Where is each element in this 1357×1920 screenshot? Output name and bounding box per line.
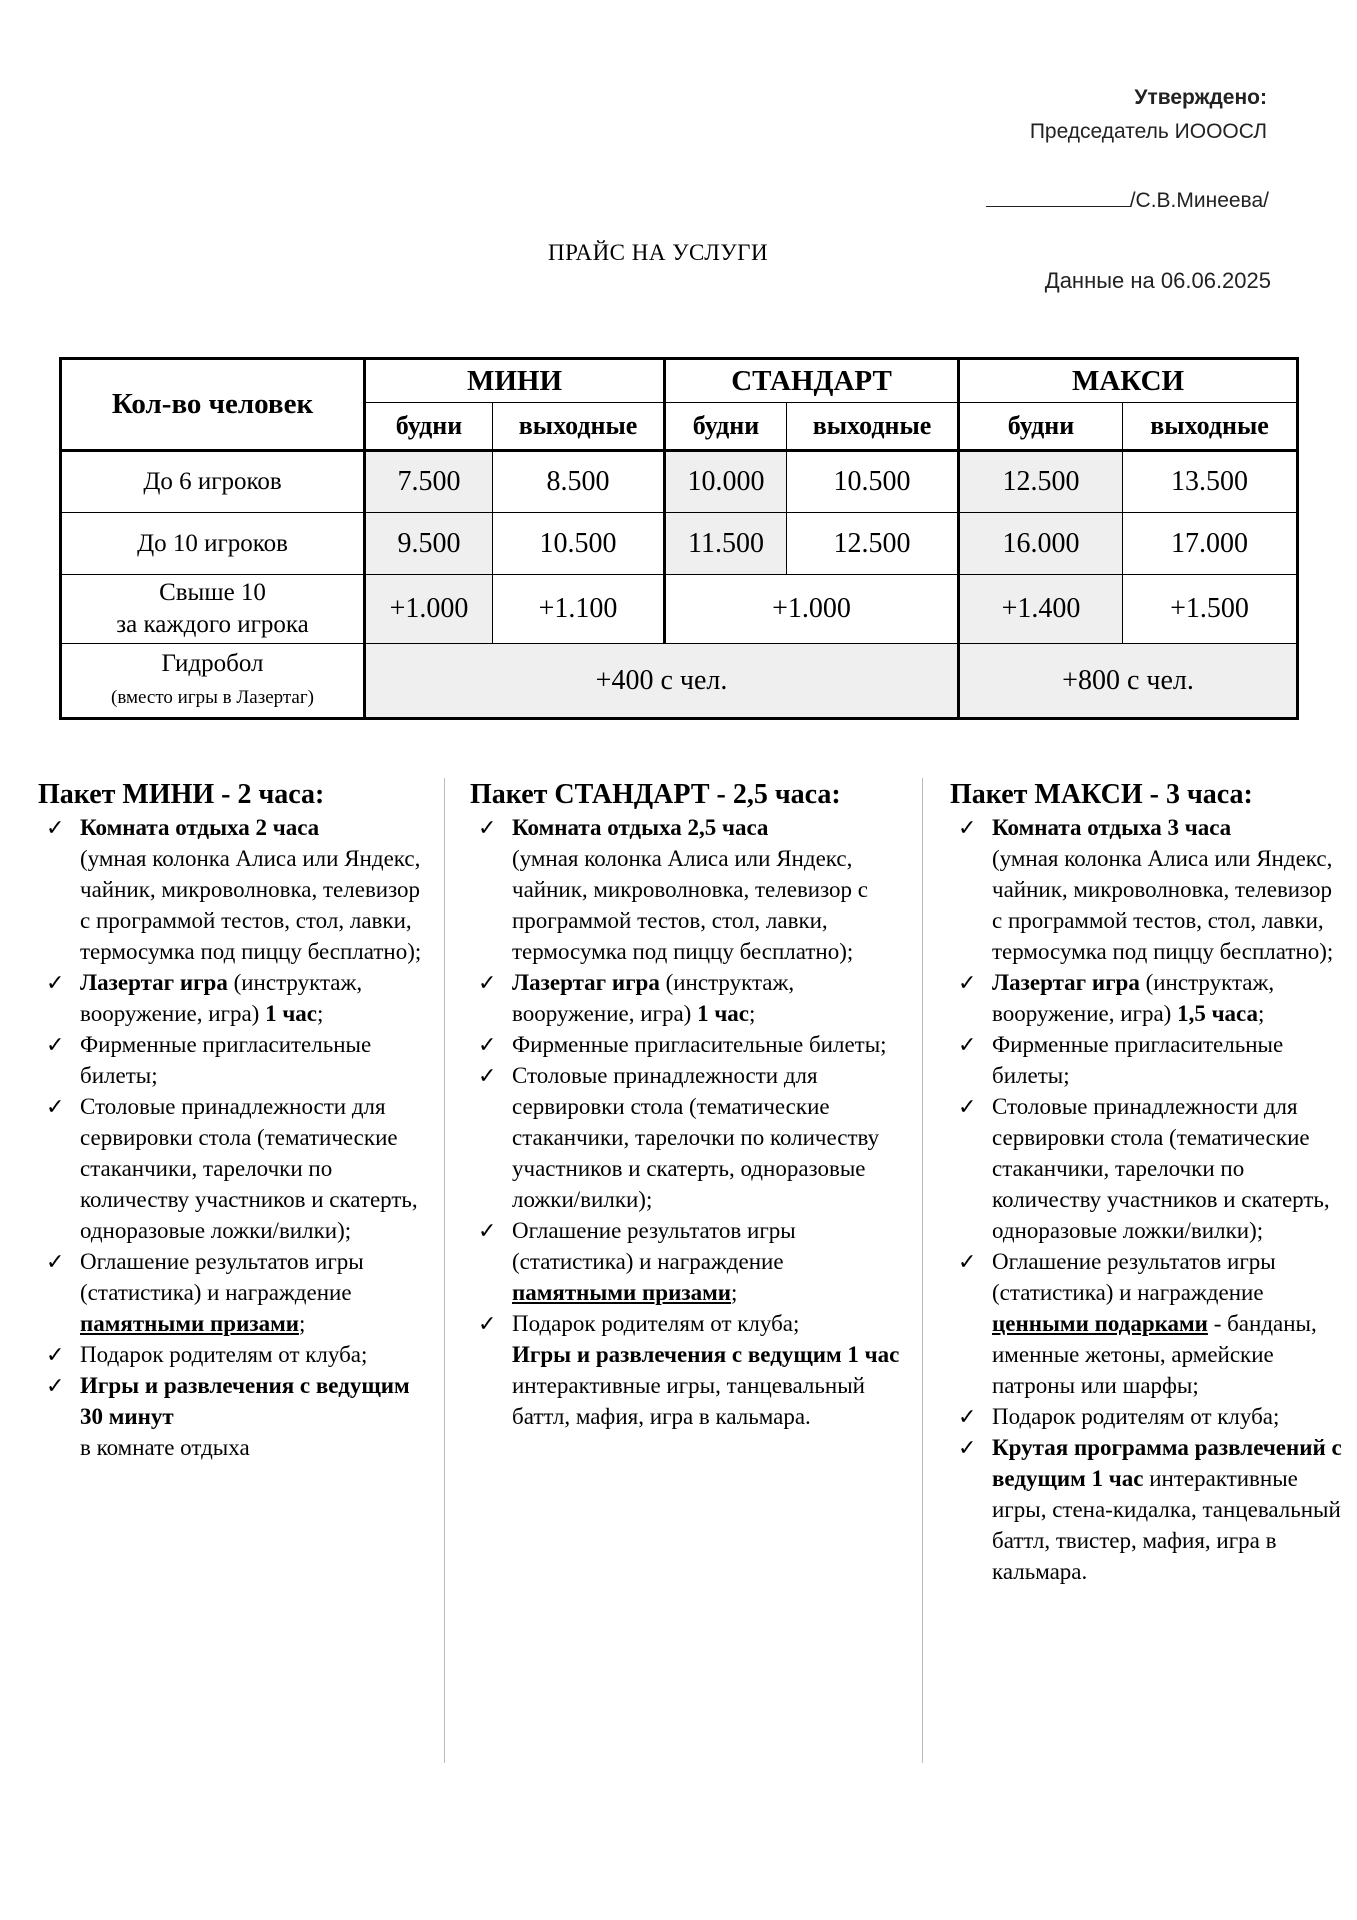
price-cell: +1.000	[365, 575, 493, 644]
list-item: ✓ Оглашение результатов игры (статистика) и награждение памятными призами;	[38, 1246, 434, 1339]
check-icon: ✓	[478, 1311, 497, 1336]
signature-blank	[986, 186, 1130, 207]
header-weekend: выходные	[1123, 403, 1298, 451]
list-item: ✓ Фирменные пригласительные билеты;	[950, 1029, 1346, 1091]
check-icon: ✓	[958, 970, 977, 995]
check-icon: ✓	[46, 970, 65, 995]
check-icon: ✓	[958, 1094, 977, 1119]
package-list	[38, 812, 434, 1463]
list-item: ✓ Подарок родителям от клуба;	[38, 1339, 434, 1370]
header-people: Кол-во человек	[61, 359, 365, 451]
list-item: ✓ Столовые принадлежности для сервировки стола (тематические стаканчики, тарелочки по количеству участников и скатерть, одноразовые ложки/вилки);	[38, 1091, 434, 1246]
header-package-maxi: МАКСИ	[959, 359, 1298, 403]
check-icon: ✓	[958, 1249, 977, 1274]
row-label-over10	[61, 575, 365, 644]
price-cell: +1.100	[493, 575, 665, 644]
list-item: ✓ Подарок родителям от клуба;	[950, 1401, 1346, 1432]
signature-name: /С.В.Минеева/	[1129, 189, 1269, 212]
check-icon: ✓	[478, 815, 497, 840]
row-label-hydro	[61, 644, 365, 719]
price-cell: +400 с чел.	[365, 644, 959, 719]
price-cell: 12.500	[787, 513, 959, 575]
package-title: Пакет СТАНДАРТ - 2,5 часа:	[470, 779, 841, 810]
column-divider	[444, 778, 445, 1763]
price-cell: 10.000	[665, 451, 787, 513]
check-icon: ✓	[958, 815, 977, 840]
date-text: Данные на 06.06.2025	[1044, 268, 1271, 293]
list-item: ✓ Фирменные пригласительные билеты;	[470, 1029, 912, 1060]
check-icon: ✓	[46, 1032, 65, 1057]
approved-label: Утверждено:	[1134, 86, 1267, 109]
check-icon: ✓	[958, 1404, 977, 1429]
check-icon: ✓	[46, 1373, 65, 1398]
price-table	[59, 357, 1299, 720]
package-mini	[38, 778, 434, 1463]
package-title: Пакет МАКСИ - 3 часа:	[950, 779, 1253, 810]
package-title: Пакет МИНИ - 2 часа:	[38, 779, 325, 810]
price-cell: 11.500	[665, 513, 787, 575]
row-label-note: (вместо игры в Лазертаг)	[111, 686, 314, 708]
price-cell: 16.000	[959, 513, 1123, 575]
list-item: ✓ Столовые принадлежности для сервировки стола (тематические стаканчики, тарелочки по количеству участников и скатерть, одноразовые ложки/вилки);	[950, 1091, 1346, 1246]
signature-line	[986, 186, 1269, 213]
row-label-line: Свыше 10	[159, 579, 266, 606]
packages-section	[0, 778, 1357, 1763]
price-cell: 9.500	[365, 513, 493, 575]
list-item: ✓ Оглашение результатов игры (статистика) и награждение ценными подарками - банданы, именные жетоны, армейские патроны или шарфы;	[950, 1246, 1346, 1401]
check-icon: ✓	[958, 1435, 977, 1460]
header-weekday: будни	[959, 403, 1123, 451]
check-icon: ✓	[478, 1032, 497, 1057]
check-icon: ✓	[478, 970, 497, 995]
approver-position: Председатель ИОООСЛ	[1029, 120, 1267, 143]
price-cell: +1.000	[665, 575, 959, 644]
list-item: ✓ Комната отдыха 3 часа (умная колонка Алиса или Яндекс, чайник, микроволновка, телевизор с программой тестов, стол, лавки, термосумка под пиццу бесплатно);	[950, 812, 1346, 967]
check-icon: ✓	[478, 1218, 497, 1243]
price-cell: 10.500	[493, 513, 665, 575]
check-icon: ✓	[958, 1032, 977, 1057]
header-weekday: будни	[365, 403, 493, 451]
row-label-line: за каждого игрока	[116, 611, 309, 638]
check-icon: ✓	[46, 1249, 65, 1274]
list-item: ✓ Комната отдыха 2,5 часа (умная колонка Алиса или Яндекс, чайник, микроволновка, телевизор с программой тестов, стол, лавки, термосумка под пиццу бесплатно);	[470, 812, 912, 967]
price-cell: 13.500	[1123, 451, 1298, 513]
price-cell: +1.400	[959, 575, 1123, 644]
price-cell: +800 с чел.	[959, 644, 1298, 719]
list-item: ✓ Игры и развлечения с ведущим 30 минут в комнате отдыха	[38, 1370, 434, 1463]
header-package-mini: МИНИ	[365, 359, 665, 403]
list-item: ✓ Лазертаг игра (инструктаж, вооружение, игра) 1 час;	[38, 967, 434, 1029]
header-package-standard: СТАНДАРТ	[665, 359, 959, 403]
row-label-line: Гидробол	[161, 649, 264, 677]
header-weekend: выходные	[787, 403, 959, 451]
price-cell: 8.500	[493, 451, 665, 513]
package-list	[470, 812, 912, 1432]
list-item: ✓ Столовые принадлежности для сервировки стола (тематические стаканчики, тарелочки по количеству участников и скатерть, одноразовые ложки/вилки);	[470, 1060, 912, 1215]
package-standard	[470, 778, 912, 1432]
list-item: ✓ Крутая программа развлечений с ведущим 1 час интерактивные игры, стена-кидалка, танцевальный баттл, твистер, мафия, игра в кальмара.	[950, 1432, 1346, 1587]
list-item: ✓ Фирменные пригласительные билеты;	[38, 1029, 434, 1091]
check-icon: ✓	[46, 1342, 65, 1367]
check-icon: ✓	[46, 815, 65, 840]
header-weekend: выходные	[493, 403, 665, 451]
list-item: ✓ Комната отдыха 2 часа (умная колонка Алиса или Яндекс, чайник, микроволновка, телевизор с программой тестов, стол, лавки, термосумка под пиццу бесплатно);	[38, 812, 434, 967]
row-label: До 6 игроков	[61, 451, 365, 513]
package-maxi	[950, 778, 1346, 1587]
list-item: ✓ Лазертаг игра (инструктаж, вооружение, игра) 1,5 часа;	[950, 967, 1346, 1029]
header-weekday: будни	[665, 403, 787, 451]
check-icon: ✓	[478, 1063, 497, 1088]
price-cell: +1.500	[1123, 575, 1298, 644]
price-cell: 7.500	[365, 451, 493, 513]
check-icon: ✓	[46, 1094, 65, 1119]
column-divider	[922, 778, 923, 1763]
row-label: До 10 игроков	[61, 513, 365, 575]
list-item: ✓ Оглашение результатов игры (статистика) и награждение памятными призами;	[470, 1215, 912, 1308]
price-cell: 12.500	[959, 451, 1123, 513]
price-cell: 17.000	[1123, 513, 1298, 575]
package-list	[950, 812, 1346, 1587]
list-item: ✓ Подарок родителям от клуба; Игры и развлечения с ведущим 1 час интерактивные игры, танцевальный баттл, мафия, игра в кальмара.	[470, 1308, 912, 1432]
page-title: ПРАЙС НА УСЛУГИ	[548, 240, 769, 265]
approval-block	[1030, 81, 1267, 149]
list-item: ✓ Лазертаг игра (инструктаж, вооружение, игра) 1 час;	[470, 967, 912, 1029]
price-cell: 10.500	[787, 451, 959, 513]
